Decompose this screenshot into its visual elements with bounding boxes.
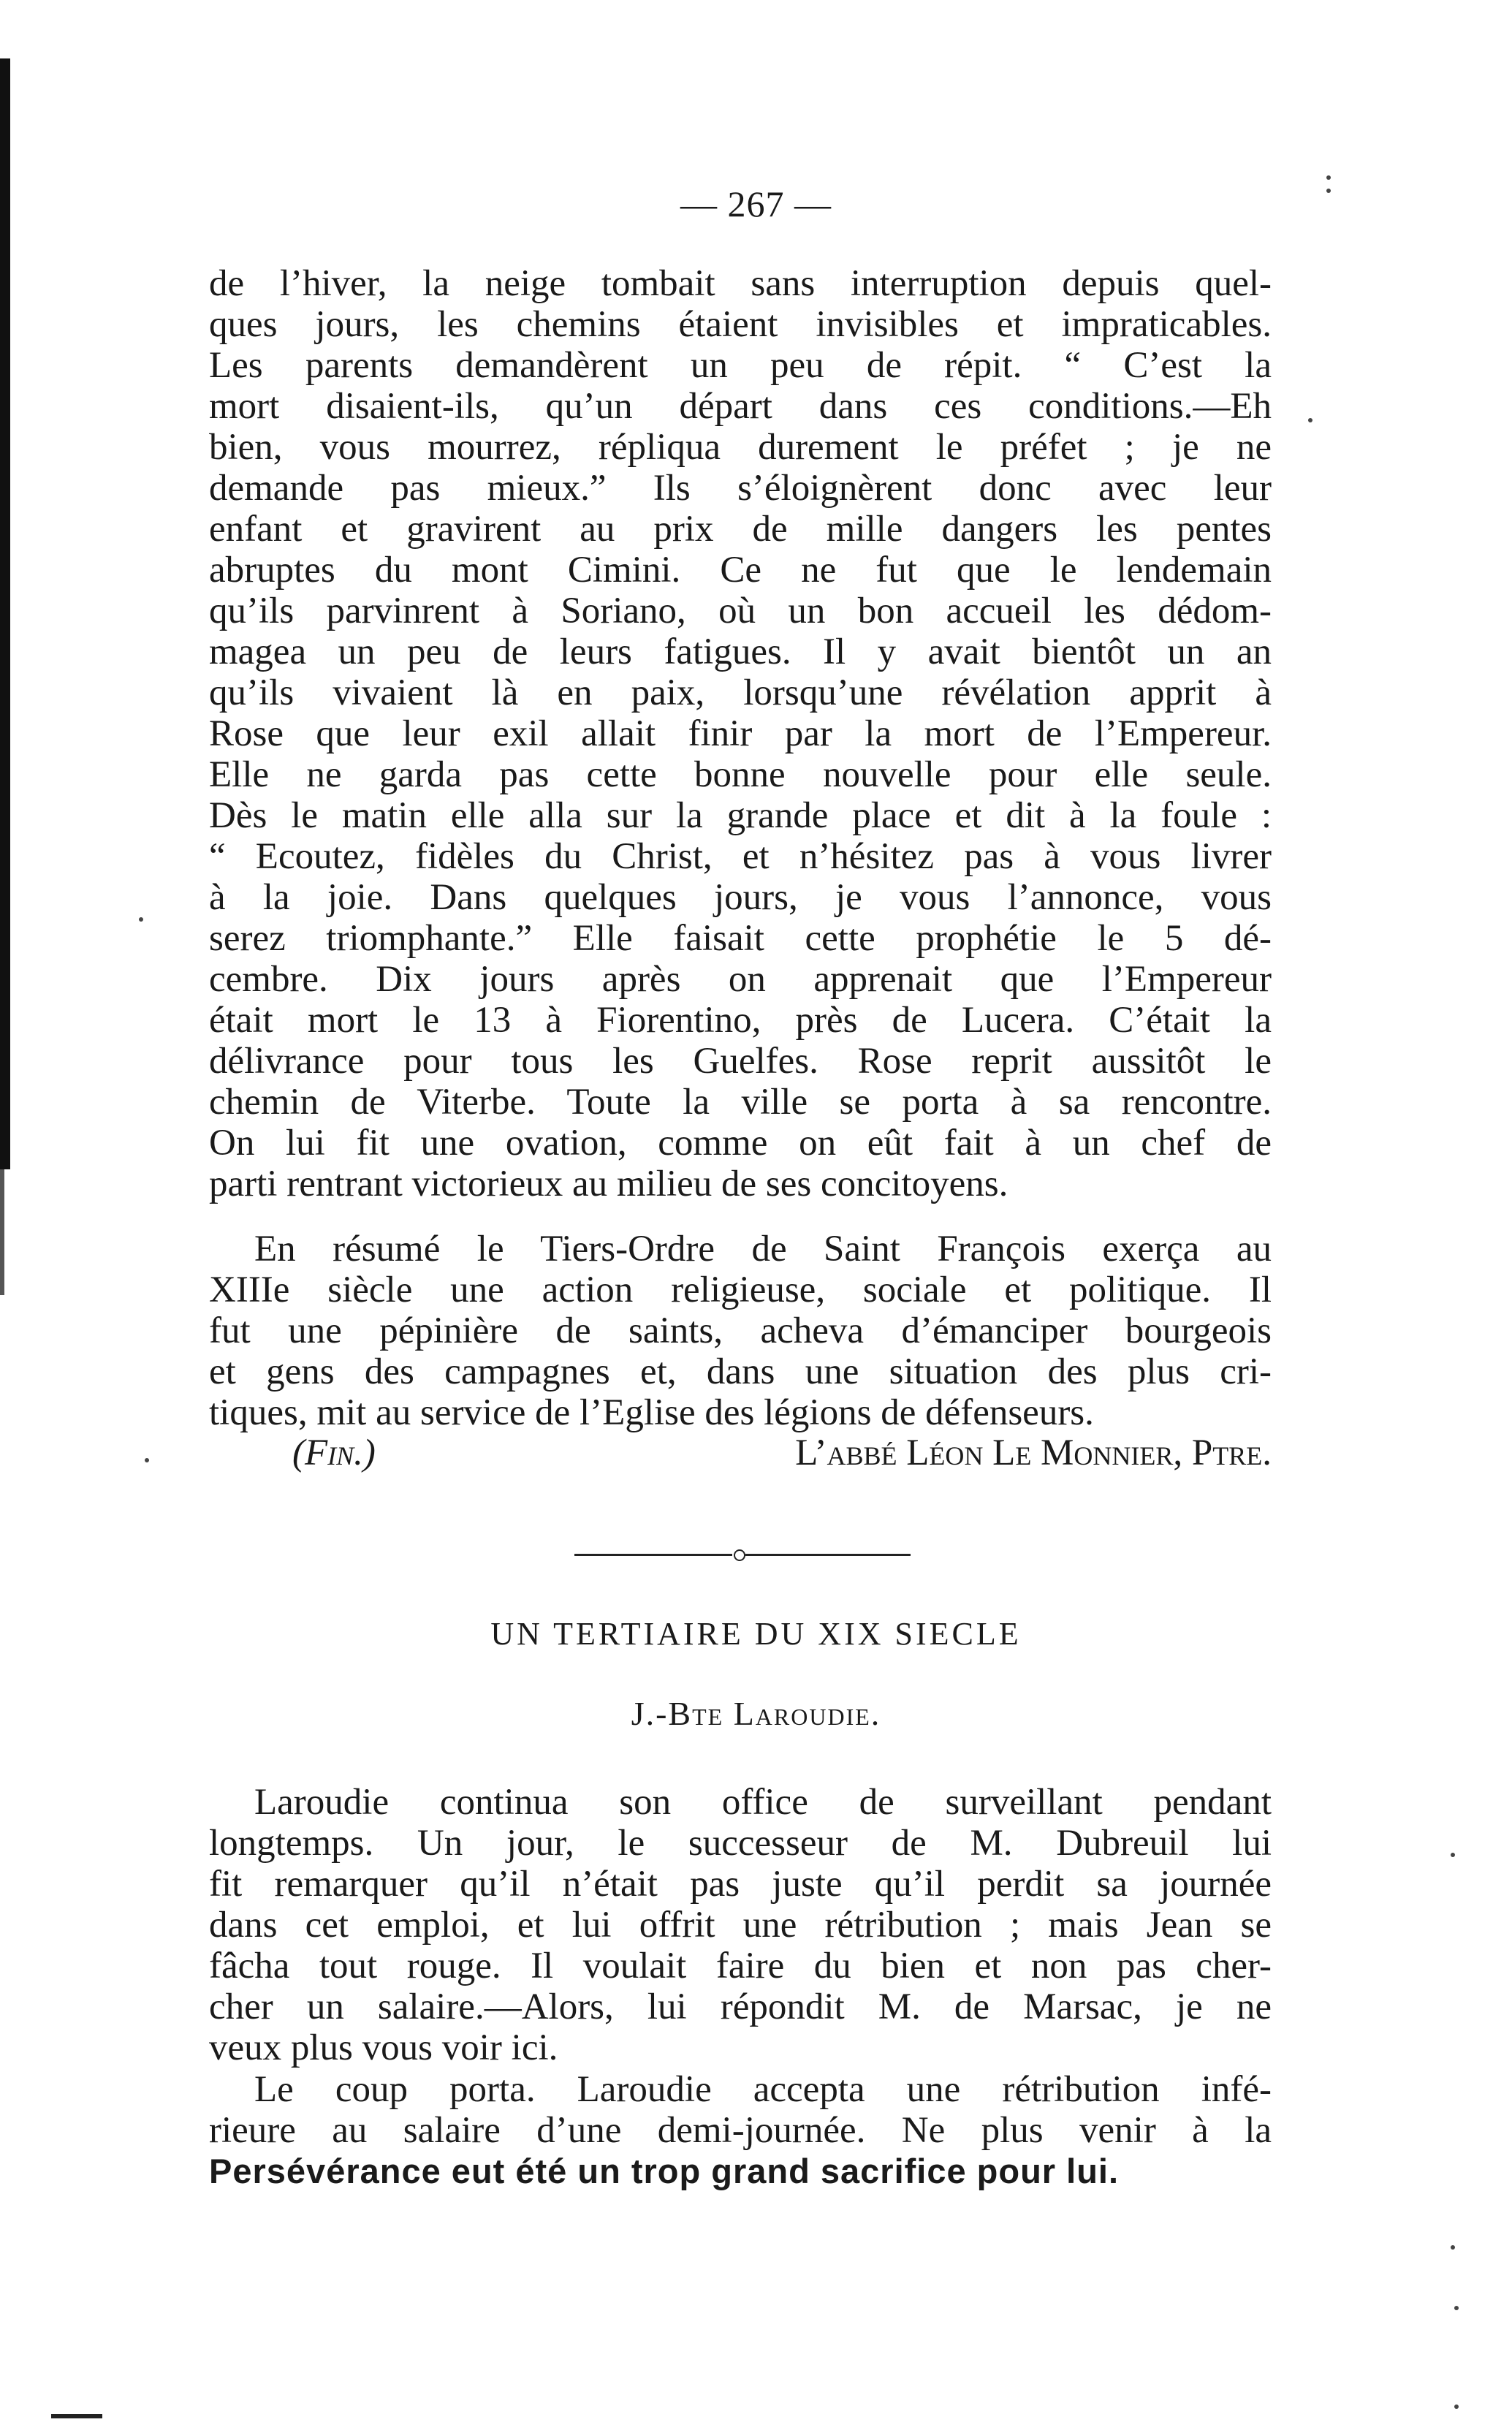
text-line: Elle ne garda pas cette bonne nouvelle pour elle seule. (209, 754, 1272, 795)
text-line: XIIIe siècle une action religieuse, sociale et politique. Il (209, 1269, 1272, 1310)
scan-speck (1308, 418, 1312, 422)
text-line: cembre. Dix jours après on apprenait que l’Empereur (209, 959, 1272, 1000)
scan-speck (1454, 2404, 1459, 2409)
text-line: “ Ecoutez, fidèles du Christ, et n’hésitez pas à vous livrer (209, 836, 1272, 877)
text-line: abruptes du mont Cimini. Ce ne fut que le lendemain (209, 550, 1272, 591)
text-line: enfant et gravirent au prix de mille dangers les pentes (209, 509, 1272, 550)
page-number: — 267 — (680, 183, 832, 224)
divider-rule-right (745, 1554, 911, 1556)
text-line: serez triomphante.” Elle faisait cette prophétie le 5 dé- (209, 918, 1272, 959)
text-line: magea un peu de leurs fatigues. Il y avait bientôt un an (209, 631, 1272, 672)
text-line: Rose que leur exil allait finir par la mort de l’Empereur. (209, 713, 1272, 754)
text-line: Le coup porta. Laroudie accepta une rétribution infé- (254, 2069, 1272, 2110)
text-line: de l’hiver, la neige tombait sans interruption depuis quel- (209, 263, 1272, 304)
section-title: UN TERTIAIRE DU XIX SIECLE (490, 1616, 1022, 1652)
paragraph-coup (209, 2069, 1272, 2192)
text-line: chemin de Viterbe. Toute la ville se porta à sa rencontre. (209, 1082, 1272, 1123)
scan-speck (1326, 175, 1331, 180)
signature-line (292, 1432, 1272, 1473)
text-line: à la joie. Dans quelques jours, je vous l’annonce, vous (209, 877, 1272, 918)
text-line: qu’ils vivaient là en paix, lorsqu’une révélation apprit à (209, 672, 1272, 713)
scan-speck (1451, 2245, 1455, 2250)
text-line: bien, vous mourrez, répliqua durement le préfet ; je ne (209, 427, 1272, 468)
paragraph-summary (209, 1229, 1272, 1433)
text-line: parti rentrant victorieux au milieu de ses concitoyens. (209, 1164, 1008, 1204)
scan-speck (139, 917, 143, 922)
scan-speck (1451, 1853, 1455, 1857)
text-line: qu’ils parvinrent à Soriano, où un bon accueil les dédom- (209, 591, 1272, 631)
scan-bottom-mark (51, 2414, 102, 2418)
text-line: et gens des campagnes et, dans une situation des plus cri- (209, 1351, 1272, 1392)
text-line: Les parents demandèrent un peu de répit. “ C’est la (209, 345, 1272, 386)
divider-rule-left (574, 1554, 732, 1556)
text-line: longtemps. Un jour, le successeur de M. Dubreuil lui (209, 1823, 1272, 1864)
paragraph-laroudie (209, 1782, 1272, 2068)
text-line: délivrance pour tous les Guelfes. Rose reprit aussitôt le (209, 1041, 1272, 1082)
scan-edge-shadow (0, 58, 10, 1169)
text-line: demande pas mieux.” Ils s’éloignèrent donc avec leur (209, 468, 1272, 509)
text-line: dans cet emploi, et lui offrit une rétribution ; mais Jean se (209, 1905, 1272, 1946)
scan-edge-tail (0, 1169, 4, 2426)
text-line: ques jours, les chemins étaient invisibles et impraticables. (209, 304, 1272, 345)
text-line: veux plus vous voir ici. (209, 2027, 558, 2068)
end-marker: (Fin.) (292, 1432, 376, 1473)
author-signature: L’abbé Léon Le Monnier, Ptre. (795, 1432, 1272, 1473)
divider-ornament (734, 1549, 745, 1561)
text-line-bold: Persévérance eut été un trop grand sacrifice pour lui. (209, 2152, 1120, 2190)
text-line: On lui fit une ovation, comme on eût fait à un chef de (209, 1123, 1272, 1164)
text-line: était mort le 13 à Fiorentino, près de Lucera. C’était la (209, 1000, 1272, 1041)
text-line: Laroudie continua son office de surveillant pendant (254, 1782, 1272, 1823)
section-divider (574, 1548, 911, 1561)
scan-speck (145, 1458, 149, 1462)
section-subtitle: J.-Bte Laroudie. (631, 1695, 881, 1732)
scan-speck (1454, 2306, 1459, 2310)
text-line: Dès le matin elle alla sur la grande place et dit à la foule : (209, 795, 1272, 836)
text-line: fit remarquer qu’il n’était pas juste qu’il perdit sa journée (209, 1864, 1272, 1905)
paragraph-continued (209, 263, 1272, 1204)
text-line: cher un salaire.—Alors, lui répondit M. de Marsac, je ne (209, 1986, 1272, 2027)
text-line: mort disaient-ils, qu’un départ dans ces conditions.—Eh (209, 386, 1272, 427)
text-line: rieure au salaire d’une demi-journée. Ne plus venir à la (209, 2110, 1272, 2151)
text-line: fâcha tout rouge. Il voulait faire du bien et non pas cher- (209, 1946, 1272, 1986)
text-line: fut une pépinière de saints, acheva d’émanciper bourgeois (209, 1310, 1272, 1351)
text-line: En résumé le Tiers-Ordre de Saint François exerça au (254, 1229, 1272, 1269)
text-line: tiques, mit au service de l’Eglise des légions de défenseurs. (209, 1392, 1094, 1433)
